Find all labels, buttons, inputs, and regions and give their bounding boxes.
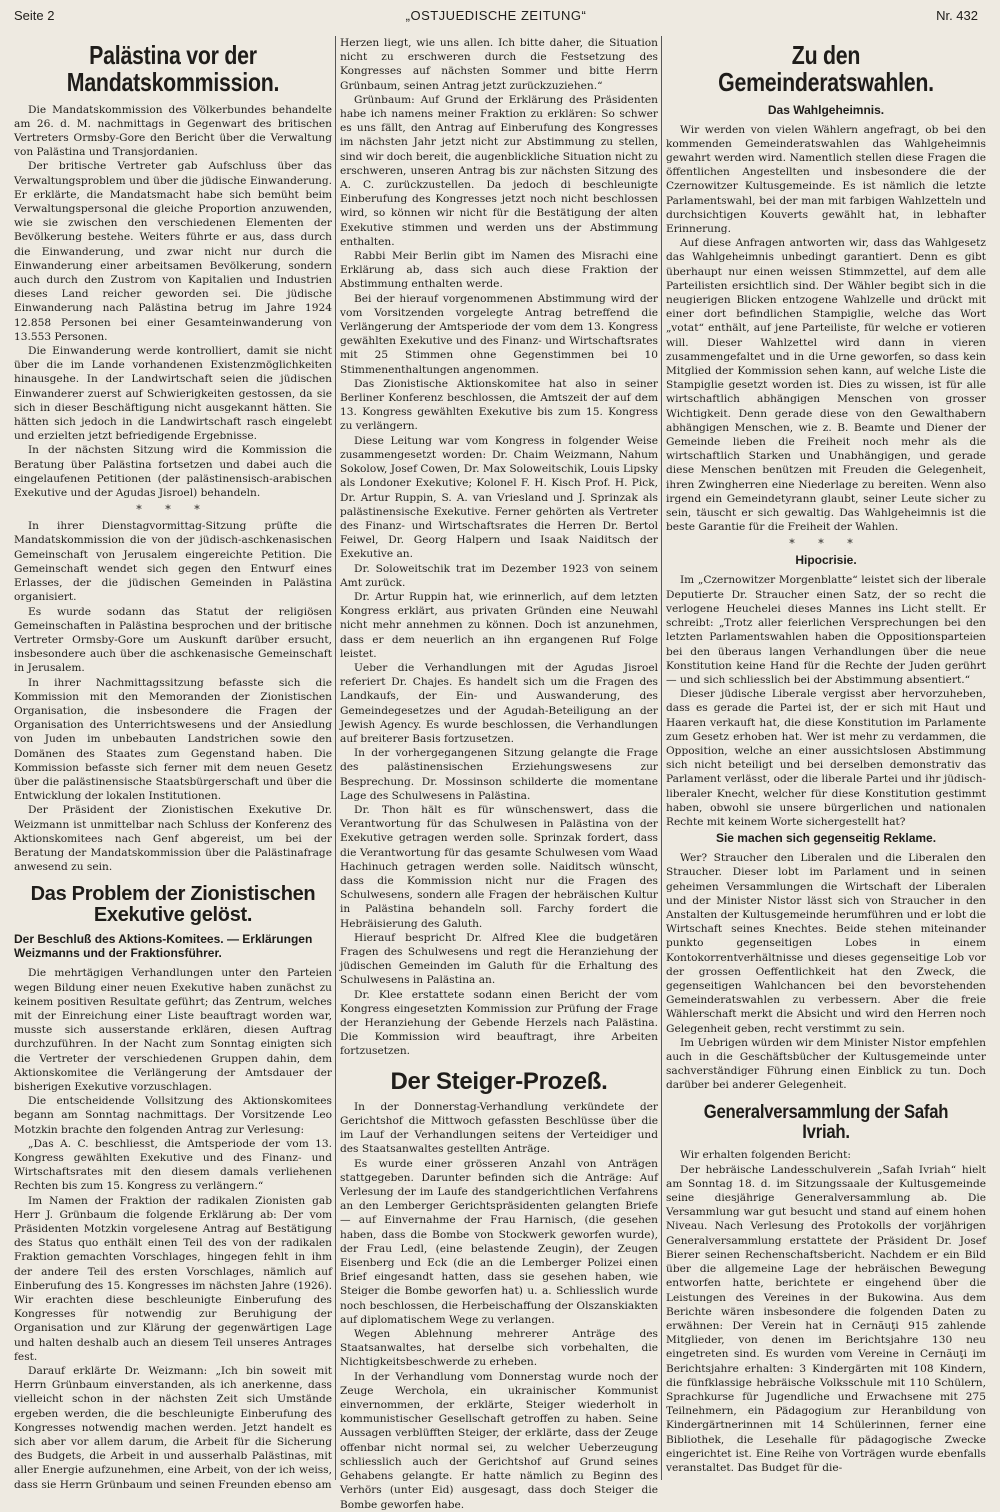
paragraph: Der hebräische Landesschulverein „Safah Ivriah“ hielt am Sonntag 18. d. im Sitzungssaale der Kultusgemeinde seine diesjährige Generalversammlung ab. Die Versammlung war gut besucht und stand auf einem hohen Niveau. Nach Verlesung des Protokolls der vorjährigen Generalversammlung erstattete der Präsident Dr. Josef Bierer seinen Rechenschaftsbericht. Nachdem er ein Bild über die allgemeine Lage der hebräischen Bewegung entworfen hatte, berichtete er eingehend über die Leistungen des Vereines in der Bukowina. Aus dem Berichte wären insbesondere die folgenden Daten zu erwähnen: Der Verein hat in Cernăuţi 915 zahlende Mitglieder, von denen im Berichtsjahre 130 neu eingetreten sind. Es wurden vom Vereine in Cernăuţi im Berichtsjahre erhalten: 3 Kindergärten mit 108 Kindern, die fünfklassige hebräische Volksschule mit 110 Schülern, Sprachkurse für Jugendliche und Erwachsene mit 275 Teilnehmern, ein Pädagogium zur Heranbildung von Kindergärtnerinnen mit 14 Schülerinnen, ferner eine Bibliothek, die Lesehalle für pädagogische Zwecke eingerichtet ist. Eine Reihe von Vorträgen wurde ebenfalls veranstaltet. Das Budget für die-	[666, 1163, 986, 1474]
article-headline: Palästina vor der Mandatskommission.	[66, 40, 280, 98]
paragraph: „Das A. C. beschliesst, die Amtsperiode der vom 13. Kongress gewählten Exekutive und des Finanz- und Wirtschaftsrates mit den diesem damals verliehenen Rechten bis zum 15. Kongress zu verlängern.“	[14, 1137, 332, 1193]
paragraph: Wir werden von vielen Wählern angefragt, ob bei den kommenden Gemeinderatswahlen das Wahlgeheimnis gewahrt werden wird. Namentlich stellen diese Fragen die öffentlichen Angestellten und insbesondere die der Czernowitzer Kultusgemeinde. Es ist nämlich die letzte Parlamentswahl, bei der man mit farbigen Wahlzetteln und durchsichtigen Kouverts gewählt hat, in lebhafter Erinnerung.	[666, 123, 986, 236]
paragraph: Rabbi Meir Berlin gibt im Namen des Misrachi eine Erklärung ab, dass sich auch diese Fraktion der Abstimmung enthalten werde.	[340, 250, 658, 291]
paragraph: Die Mandatskommission des Völkerbundes behandelte am 26. d. M. nachmittags in Gegenwart des britischen Vertreters Ormsby-Gore den Bericht über die Verwaltung von Palästina und Transjordanien.	[14, 103, 332, 159]
issue-number: Nr. 432	[936, 8, 978, 23]
section-heading: Hipocrisie.	[795, 553, 857, 568]
article-subheadline: Der Beschluß des Aktions-Komitees. — Erklärungen Weizmanns und der Fraktionsführer.	[14, 932, 313, 961]
paragraph: Darauf erklärte Dr. Weizmann: „Ich bin soweit mit Herrn Grünbaum einverstanden, als ich anerkenne, dass vielleicht schon in der nächsten Zeit sich Umstände ergeben werden, die die beschleunigte Einberufung des Kongresses notwendig machen werden. Jetzt handelt es sich aber vor allem darum, die Arbeit für die Sicherung des Budgets, die Arbeit in und ausserhalb Palästinas, mit aller Energie aufzunehmen, eine Arbeit, von der ich weiss, dass sie Herrn Grünbaum und seinen Freunden ebenso am	[14, 1365, 332, 1491]
article-headline: Generalversammlung der Safah Ivriah.	[703, 1101, 949, 1143]
article-zionistische-exekutive-continued	[340, 36, 658, 1059]
paragraph: Diese Leitung war vom Kongress in folgender Weise zusammengesetzt worden: Dr. Chaim Weizmann, Nahum Sokolow, Josef Cowen, Dr. Max Soloweitschik, Louis Lipsky als Londoner Exekutive; Kolonel F. H. Kisch Prof. H. Pick, Dr. Artur Ruppin, S. A. van Vriesland und J. Sprinzak als palästinensische Exekutive. Ferner gehörten als Vertreter des Finanz- und Wirtschaftsrates die Herren Dr. Bertol Feiwel, Dr. Georg Halpern und Isaak Naiditsch der Exekutive an.	[340, 434, 658, 561]
paragraph: Wer? Straucher den Liberalen und die Liberalen den Straucher. Dieser lobt im Parlament und in seinen geheimen Versammlungen die Wirtschaft der Liberalen und der Minister Nistor lässt sich von Straucher in den Anstalten der Kultusgemeinde herumführen und er lobt die Wirtschaft seines Knechtes. Beide stehen miteinander punkto gegenseitigen Lobes in einem Kontokorrentverhältnisse und dieses gegenseitige Lob vor der grossen Oeffentlichkeit hat den Zweck, die gegenseitigen Wahlchancen bei den bevorstehenden Gemeinderatswahlen zu verbessern. Aber die freie Wählerschaft merkt die Absicht und wird den Herren noch Gelegenheit geben, recht verstimmt zu sein.	[666, 852, 986, 1035]
paragraph: Dieser jüdische Liberale vergisst aber hervorzuheben, dass es gerade die Partei ist, der er sich mit Haut und Haaren verkauft hat, die diese Konstitution im Parlamente zum Gesetz erhoben hat. Wer ist mehr zu verdammen, die Opposition, welche an einer aussichtslosen Abstimmung sich nicht beteiligt und bei derselben demonstrativ das Parlament verlässt, oder die liberale Partei und ihr jüdisch-liberaler Knecht, welcher für diese Konstitution gestimmt haben, obwohl sie unsere bürgerlichen und nationalen Rechte mit keinem Worte sichergestellt hat?	[666, 688, 986, 828]
article-steiger-prozess	[340, 1069, 658, 1512]
paragraph: Im Uebrigen würden wir dem Minister Nistor empfehlen auch in die Geschäftsbücher der Kultusgemeinde unter sachverständiger Führung einen Einblick zu tun. Doch darüber bei anderer Gelegenheit.	[666, 1036, 986, 1092]
paragraph: Herzen liegt, wie uns allen. Ich bitte daher, die Situation nicht zu erschweren durch die Festsetzung des Kongresses auf nächsten Sommer und bitte Herrn Grünbaum, seinen Antrag jetzt zurückzuziehen.“	[340, 37, 658, 92]
paragraph: Auf diese Anfragen antworten wir, dass das Wahlgesetz das Wahlgeheimnis unbedingt garantiert. Denn es gibt überhaupt nur einen weissen Stimmzettel, auf dem alle Parteilisten ersichtlich sind. Der Wähler begibt sich in die neugierigen Blicken entzogene Wahlzelle und drückt mit einer dort befindlichen Stampiglie, welche das Wort „votat“ enthält, auf jene Parteiliste, für welche er votieren will. Dieser Wahlzettel wird dann in vieren zusammengefaltet und in die Urne geworfen, so dass kein Mitglied der Kommission sehen kann, auf welche Liste die Stampiglie gesetzt worden ist. Dies zu wissen, ist für alle wirtschaftlich abhängigen Menschen von grosser Wichtigkeit. Denn gerade diese von den Gewalthabern abhängigen Menschen, wie z. B. Beamte und Diener der Gemeinde lieben die Freiheit noch mehr als die wirtschaftlich Starken und Unabhängigen, und gerade diese Menschen benützen mit Freuden die Gelegenheit, ihren Zwingherren eine Niederlage zu bereiten. Wenn also irgend ein Gemeindetyrann glaubt, seiner Leute sicher zu sein, täuscht er sich gewaltig. Das Wahlgeheimnis ist die beste Garantie für die Freiheit der Wahlen.	[666, 237, 986, 534]
paragraph: Dr. Soloweitschik trat im Dezember 1923 von seinem Amt zurück.	[340, 562, 658, 589]
paragraph: In der Donnerstag-Verhandlung verkündete der Gerichtshof die Mittwoch gefassten Beschlüsse über die im Lauf der Verhandlungen seitens der Verteidiger und des Staatsanwaltes gestellten Anträge.	[340, 1100, 658, 1156]
paragraph: Es wurde einer grösseren Anzahl von Anträgen stattgegeben. Darunter befinden sich die Anträge: Auf Verlesung der im Laufe des standgerichtlichen Verfahrens an den Lemberger Gerichtspräsidenten gelangten Briefe — auf Einvernahme der Frau Harnisch, (die gesehen haben, dass die Bombe von Stockwerk geworfen wurde), der Frau Ledl, (eine belastende Zeugin), der Zeugen Eisenberg und Eck (die an die Lemberger Polizei einen Brief eingesandt hatten, dass sie gesehen haben, wie Steiger die Bombe geworfen hat) u. a. Schliesslich wurde noch beschlossen, die Herbeischaffung der Olszanskiakten auf diplomatischem Wege zu verlangen.	[340, 1157, 658, 1326]
page-number: Seite 2	[14, 8, 55, 23]
article-subheadline: Das Wahlgeheimnis.	[767, 102, 885, 117]
column-divider	[335, 36, 336, 1480]
paragraph: Hierauf bespricht Dr. Alfred Klee die budgetären Fragen des Schulwesens und regt die Heranziehung der jüdischen Gemeinden im Galuth für die Erhaltung des Schulwesens in Palästina an.	[340, 931, 658, 987]
paragraph: Es wurde sodann das Statut der religiösen Gemeinschaften in Palästina besprochen und der britische Vertreter Ormsby-Gore um Auskunft darüber ersucht, insbesondere auch über die aschkenasische Gemeinschaft in Jerusalem.	[14, 605, 332, 675]
column-3	[666, 36, 986, 1482]
paragraph: Die entscheidende Vollsitzung des Aktionskomitees begann am Sonntag nachmittags. Der Vorsitzende Leo Motzkin brachte den folgenden Antrag zur Verlesung:	[14, 1095, 332, 1136]
paragraph: Das Zionistische Aktionskomitee hat also in seiner Berliner Konferenz beschlossen, die Amtszeit der auf dem 13. Kongress gewählten Exekutive bis zum 15. Kongress zu verlängern.	[340, 377, 658, 433]
column-1	[14, 36, 332, 1491]
paragraph: In der vorhergegangenen Sitzung gelangte die Frage des palästinensischen Erziehungswesens zur Besprechung. Dr. Mossinson schilderte die momentane Lage des Schulwesens in Palästina.	[340, 747, 658, 802]
paragraph: Wegen Ablehnung mehrerer Anträge des Staatsanwaltes, hat derselbe sich vorbehalten, die Nichtigkeitsbeschwerde zu erheben.	[340, 1328, 658, 1369]
paragraph: In der nächsten Sitzung wird die Kommission die Beratung über Palästina fortsetzen und dabei auch die eingelaufenen Petitionen (der palästinensisch-arabischen Exekutive und der Agudas Jisroel) behandeln.	[14, 444, 332, 500]
article-gemeinderatswahlen	[666, 42, 986, 1093]
article-zionistische-exekutive	[14, 884, 332, 1492]
article-safah-ivriah	[666, 1103, 986, 1476]
paragraph: Die Einwanderung werde kontrolliert, damit sie nicht über die im Lande vorhandenen Existenzmöglichkeiten hinausgehe. In der Landwirtschaft seien die jüdischen Einwanderer zuerst auf Schwierigkeiten gestossen, da sie sich in dieser Beschäftigung nicht ausgekannt hätten. Sie hätten sich jedoch in die Landwirtschaft rasch eingelebt und erzielten jetzt befriedigende Ergebnisse.	[14, 345, 332, 443]
section-separator: * * *	[789, 537, 863, 551]
paragraph: Der britische Vertreter gab Aufschluss über das Verwaltungsproblem und über die jüdische Einwanderung. Er erklärte, die Mandatsmacht habe sich bemüht beim Verwaltungspersonal die gleiche Proportion anzuwenden, wie sie zwischen den verschiedenen Elementen der Bevölkerung bestehe. Weiters führte er aus, dass durch die Einwanderung, und zwar nicht nur durch die Einwanderung einer arbeitsamen Bevölkerung, sondern auch durch den Zustrom von Kapitalien und Industrien dieses Land reicher geworden sei. Die jüdische Einwanderung nach Palästina betrug im Jahre 1924 12.858 Personen bei einer Gesamteinwanderung von 13.553 Personen.	[14, 160, 332, 343]
paragraph: Wir erhalten folgenden Bericht:	[680, 1149, 851, 1162]
paragraph: Bei der hierauf vorgenommenen Abstimmung wird der vom Vorsitzenden vorgelegte Antrag betreffend die Verlängerung der Amtsperiode der vom dem 13. Kongress gewählten Exekutive und des Finanz- und Wirtschaftsrates mit 25 Stimmen ohne Gegenstimmen bei 10 Stimmenenthaltungen angenommen.	[340, 292, 658, 376]
paragraph: Im Namen der Fraktion der radikalen Zionisten gab Herr J. Grünbaum die folgende Erklärung ab: Der vom Präsidenten Motzkin vorgelesene Antrag auf Bestätigung des Status quo enthält einen Teil des von der radikalen Fraktion gemachten Vorschlages, hingegen fehlt in ihm der andere Teil des ersten Vorschlages, nämlich auf Einberufung des 15. Kongresses im nächsten Jahre (1926). Wir erachten diese beschleunigte Einberufung des Kongresses für notwendig zur Beruhigung der Organisation und zur Klärung der gegenwärtigen Lage und halten deshalb auch an diesem Teil unseres Antrages fest.	[14, 1194, 332, 1363]
paragraph: In ihrer Nachmittagssitzung befasste sich die Kommission mit den Memoranden der Zionistischen Organisation, die insbesondere die Fragen der Organisation des Unterrichtswesens und der Ansiedlung von Juden im unbebauten Landstrichen sowie den Domänen des Staates zum Gegenstand haben. Die Kommission befasste sich ferner mit dem neuen Gesetz über die palästinensische Staatsbürgerschaft und über die Entwicklung der lokalen Institutionen.	[14, 676, 332, 803]
section-heading: Sie machen sich gegenseitig Reklame.	[715, 831, 937, 846]
column-2	[340, 36, 658, 1511]
page-header	[14, 6, 978, 28]
article-mandatskommission	[14, 42, 332, 874]
paragraph: Dr. Klee erstattete sodann einen Bericht der vom Kongress eingesetzten Kommission zur Prüfung der Frage der Heranziehung der Gebende Herzels nach Palästina. Die Kommission wird beauftragt, ihre Arbeiten fortzusetzen.	[340, 988, 658, 1058]
paragraph: Dr. Artur Ruppin hat, wie erinnerlich, auf dem letzten Kongress erklärt, aus privaten Gründen eine Neuwahl nicht mehr annehmen zu können. Doch ist anzunehmen, dass er dem neuerlich an ihn ergangenen Ruf Folge leistet.	[340, 590, 658, 660]
article-headline: Zu den Gemeinderatswahlen.	[718, 40, 934, 98]
paragraph: Im „Czernowitzer Morgenblatte“ leistet sich der liberale Deputierte Dr. Straucher einen Satz, der so recht die verlogene Heuchelei dieses Mannes ins Licht stellt. Er schreibt: „Trotz aller feierlichen Versprechungen bei den letzten Parlamentswahlen haben die Oppositionsparteien bei den überaus langen Verhandlungen über die neue Konstitution keine Hand für die Rechte der Juden gerührt — und sich schliesslich bei der Abstimmung absentiert.“	[666, 574, 986, 686]
article-headline: Das Problem der Zionistischen Exekutive gelöst.	[30, 883, 316, 927]
paragraph: In ihrer Dienstagvormittag-Sitzung prüfte die Mandatskommission die von der jüdisch-aschkenasischen Gemeinschaft von Jerusalem eingereichte Petition. Die Gemeinschaft wendet sich gegen den Entwurf eines Erlasses, der die jüdischen Gemeinden in Palästina organisiert.	[14, 520, 332, 604]
paragraph: Ueber die Verhandlungen mit der Agudas Jisroel referiert Dr. Chajes. Es handelt sich um die Fragen des Landkaufs, der Ein- und Auswanderung, des Gemeindegesetzes und der Agudah-Beteiligung an der Jewish Agency. Es wurde beschlossen, die Verhandlungen auf breiterer Basis fortzusetzen.	[340, 661, 658, 745]
paragraph: Dr. Thon hält es für wünschenswert, dass die Verantwortung für das Schulwesen in Palästina von der Exekutive getragen werden solle. Sprinzak fordert, dass die Verantwortung für das gesamte Schulwesen vom Waad Hachinuch getragen werden solle. Naiditsch wünscht, dass die Kommission nicht nur die Fragen des Schulwesens, sondern alle Fragen der hebräischen Kultur in Palästina behandeln soll. Farchy fordert die Hebräisierung des Galuth.	[340, 803, 658, 930]
paragraph: Der Präsident der Zionistischen Exekutive Dr. Weizmann ist unmittelbar nach Schluss der Konferenz des Aktionskomitees nach Genf abgereist, um bei der Beratung der Mandatskommission über die Palästinafrage anwesend zu sein.	[14, 804, 332, 874]
paragraph: In der Verhandlung vom Donnerstag wurde noch der Zeuge Werchola, ein ukrainischer Kommunist einvernommen, der erklärte, Steiger wiederholt in kommunistischer Gesellschaft getroffen zu haben. Seine Aussagen verblüfften Steiger, der erklärte, dass der Zeuge offenbar nicht normal sei, zu welcher Ueberzeugung schliesslich auch der Gerichtshof auf Grund seines Gehabens gelangte. Er hatte nämlich zu Beginn des Verhörs (unter Eid) ausgesagt, dass doch Steiger die Bombe geworfen habe.	[340, 1370, 658, 1511]
paragraph: Grünbaum: Auf Grund der Erklärung des Präsidenten habe ich namens meiner Fraktion zu erklären: So schwer es uns fällt, den Antrag auf Einberufung des Kongresses im nächsten Jahr jetzt nicht zur Abstimmung zu stellen, sind wir doch bereit, die augenblickliche Situation nicht zu erschweren, unseren Antrag bis zur nächsten Sitzung des A. C. zurückzustellen. Da jedoch di beschleunigte Einberufung des Kongresses jetzt noch nicht beschlossen wird, so können wir nicht für die Bestätigung der alten Exekutive stimmen und werden uns der Abstimmung enthalten.	[340, 93, 658, 248]
column-divider	[661, 36, 662, 1480]
section-separator: * * *	[136, 503, 210, 517]
newspaper-title: „OSTJUEDISCHE ZEITUNG“	[405, 8, 587, 23]
article-headline: Der Steiger-Prozeß.	[390, 1067, 608, 1095]
paragraph: Die mehrtägigen Verhandlungen unter den Parteien wegen Bildung einer neuen Exekutive haben zunächst zu keinem positiven Resultate geführt; das Zentrum, welches mit der Einreichung einer Liste beauftragt worden war, musste sich ausserstande erklären, diesen Auftrag durchzuführen. In der Nacht zum Sonntag einigten sich die Vertreter der verschiedenen Gruppen dahin, dem Aktionskomitee die Verlängerung der Amtsdauer der bisherigen Exekutive vorzuschlagen.	[14, 967, 332, 1093]
